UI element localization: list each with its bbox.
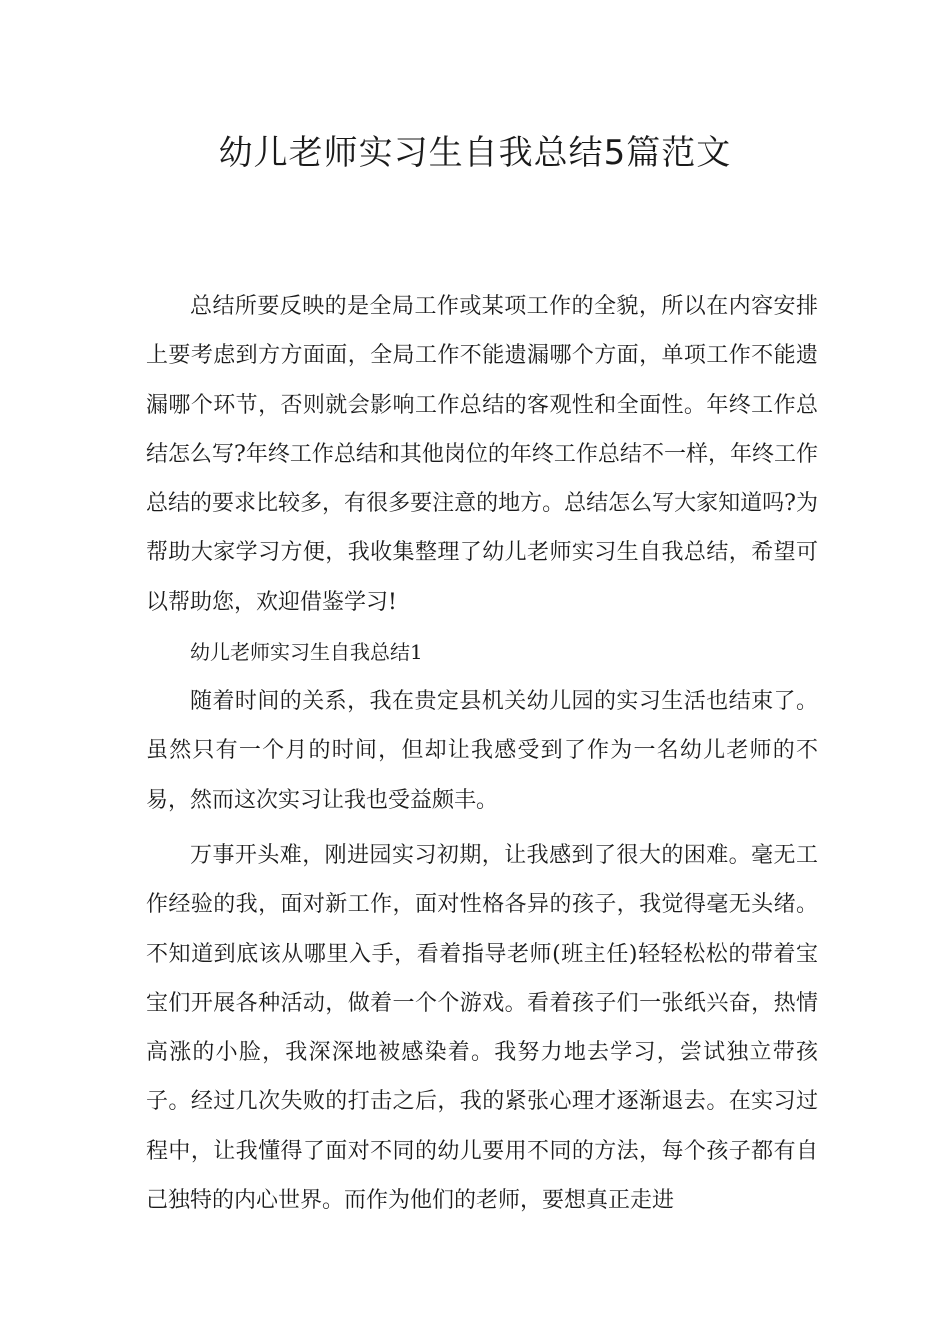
document-title: 幼儿老师实习生自我总结5篇范文 (218, 133, 732, 173)
body-paragraph-2: 万事开头难，刚进园实习初期，让我感到了很大的困难。毫无工作经验的我，面对新工作，面对性格各异的孩子，我觉得毫无头绪。不知道到底该从哪里入手，看着指导老师(班主任)轻轻松松的带着宝宝们开展各种活动，做着一个个游戏。看着孩子们一张纸兴奋，热情高涨的小脸，我深深地被感染着。我努力地去学习，尝试独立带孩子。经过几次失败的打击之后，我的紧张心理才逐渐退去。在实习过程中，让我懂得了面对不同的幼儿要用不同的方法，每个孩子都有自己独特的内心世界。而作为他们的老师，要想真正走进 (146, 842, 818, 1214)
body-paragraph-1: 随着时间的关系，我在贵定县机关幼儿园的实习生活也结束了。虽然只有一个月的时间，但却让我感受到了作为一名幼儿老师的不易，然而这次实习让我也受益颇丰。 (146, 689, 818, 813)
section-heading: 幼儿老师实习生自我总结1 (190, 640, 423, 665)
intro-paragraph: 总结所要反映的是全局工作或某项工作的全貌，所以在内容安排上要考虑到方方面面，全局工作不能遗漏哪个方面，单项工作不能遗漏哪个环节，否则就会影响工作总结的客观性和全面性。年终工作总结怎么写?年终工作总结和其他岗位的年终工作总结不一样，年终工作总结的要求比较多，有很多要注意的地方。总结怎么写大家知道吗?为帮助大家学习方便，我收集整理了幼儿老师实习生自我总结，希望可以帮助您，欢迎借鉴学习! (146, 294, 818, 615)
document-body (146, 282, 818, 1225)
